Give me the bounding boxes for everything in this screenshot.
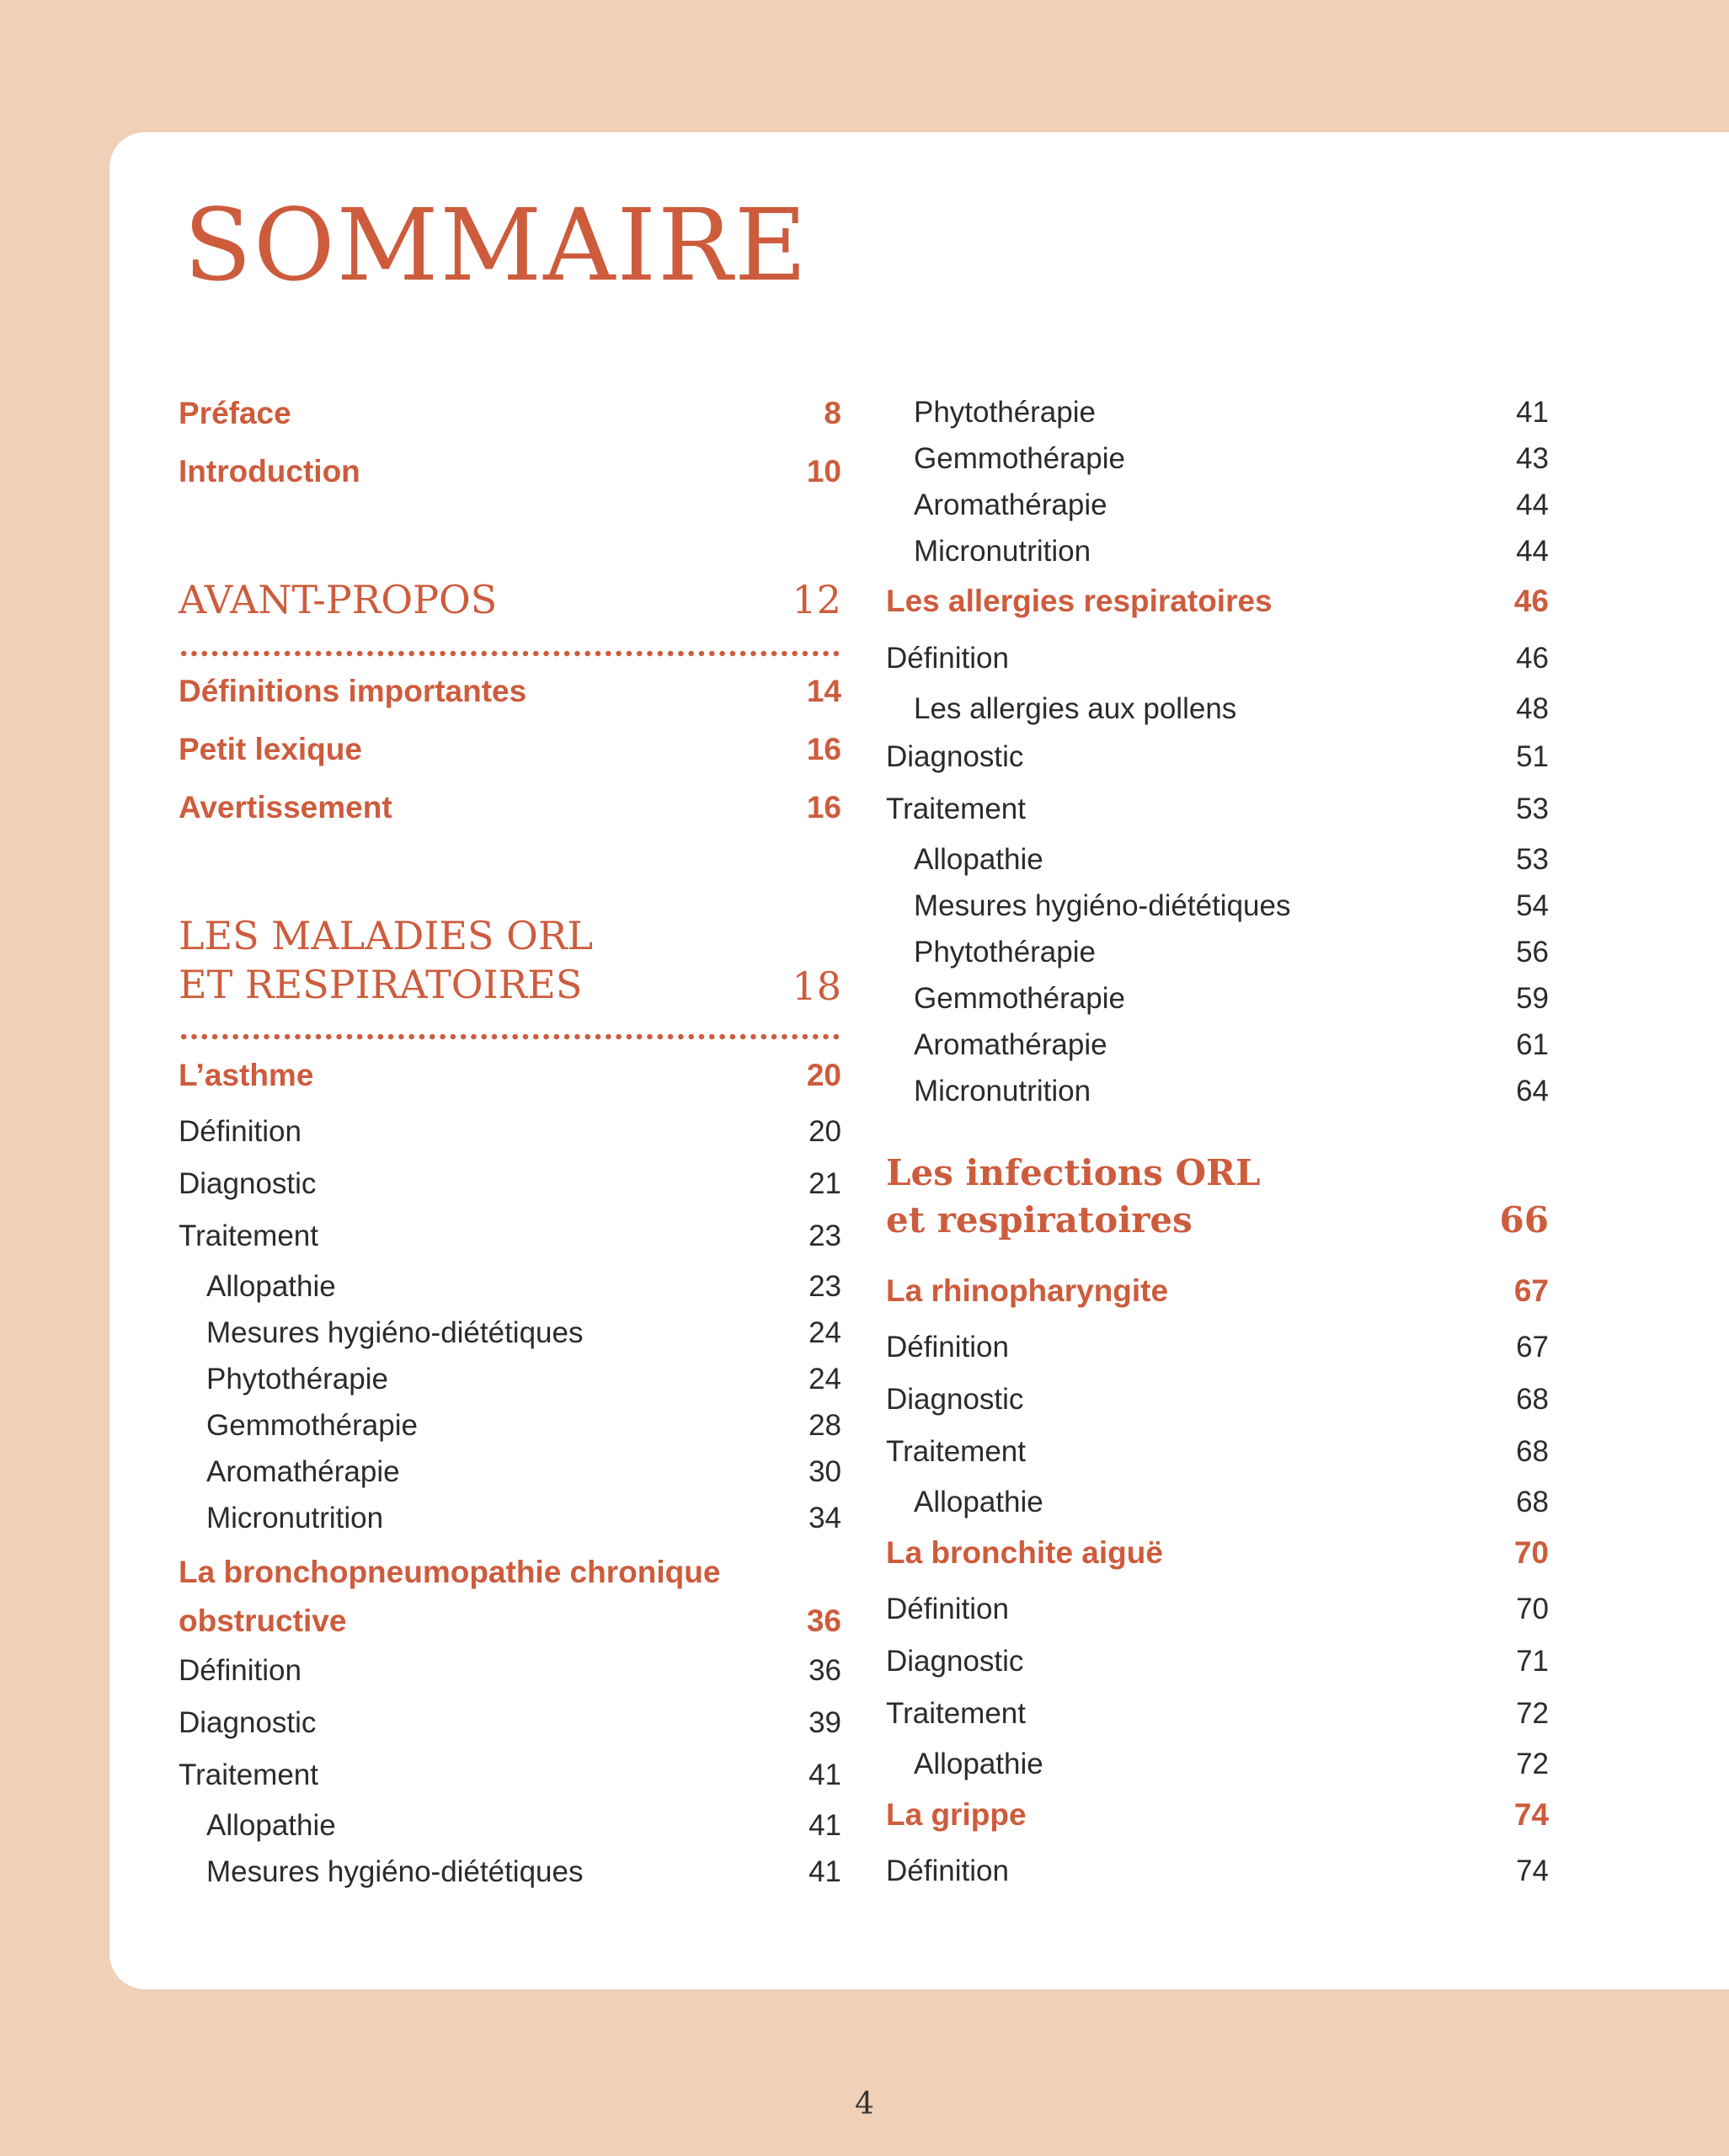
section-label — [179, 911, 593, 1009]
toc-entry-label — [179, 1548, 720, 1646]
toc-entry-allergies[interactable] — [886, 584, 1549, 619]
toc-entry-page: 56 — [1516, 936, 1549, 969]
toc-subsubentry[interactable] — [886, 889, 1549, 923]
toc-entry-page: 74 — [1516, 1854, 1549, 1887]
toc-entry-label: Diagnostic — [179, 1706, 317, 1739]
toc-entry-label: Gemmothérapie — [914, 982, 1125, 1015]
toc-entry-page: 21 — [808, 1167, 841, 1200]
toc-entry-label: Définition — [886, 642, 1009, 675]
toc-entry-page: 39 — [808, 1706, 841, 1739]
toc-entry-page: 14 — [806, 674, 841, 708]
toc-entry-label: Les allergies aux pollens — [914, 692, 1237, 725]
toc-entry-label: Préface — [179, 396, 291, 430]
toc-entry-label: Gemmothérapie — [206, 1409, 418, 1442]
toc-subsubentry[interactable] — [886, 1748, 1549, 1781]
toc-entry-label: Définition — [886, 1854, 1009, 1887]
toc-entry-label: Allopathie — [914, 843, 1043, 876]
toc-entry-page: 24 — [808, 1316, 841, 1349]
toc-entry-page: 74 — [1513, 1797, 1549, 1832]
toc-entry-page: 20 — [808, 1115, 841, 1148]
toc-entry-page: 61 — [1516, 1028, 1549, 1061]
section-page: 66 — [1499, 1199, 1549, 1241]
toc-subsubentry[interactable] — [886, 982, 1549, 1016]
toc-subentry[interactable] — [886, 1593, 1549, 1626]
toc-entry-label: Phytothérapie — [914, 396, 1096, 429]
toc-subentry[interactable] — [179, 1115, 841, 1149]
toc-entry-page: 67 — [1513, 1273, 1549, 1308]
toc-entry-label: Introduction — [179, 454, 360, 488]
toc-entry-page: 68 — [1516, 1383, 1549, 1416]
dotted-divider — [179, 1033, 841, 1040]
toc-entry-label: Mesures hygiéno-diététiques — [914, 889, 1291, 922]
toc-subentry[interactable] — [886, 740, 1549, 774]
toc-entry-label: Aromathérapie — [914, 1028, 1107, 1061]
toc-entry-bronchite[interactable] — [886, 1535, 1549, 1571]
toc-entry-page: 34 — [808, 1502, 841, 1534]
toc-subentry[interactable] — [886, 792, 1549, 826]
toc-entry-page: 64 — [1516, 1075, 1549, 1107]
toc-entry-page: 23 — [808, 1219, 841, 1252]
toc-entry-page: 24 — [808, 1363, 841, 1396]
toc-entry-label: Traitement — [179, 1219, 318, 1252]
section-page: 18 — [792, 963, 841, 1009]
toc-entry-label: Définition — [886, 1331, 1009, 1364]
toc-entry-label: Phytothérapie — [206, 1363, 388, 1396]
toc-entry-label: Micronutrition — [914, 535, 1091, 568]
toc-subentry[interactable] — [179, 1758, 841, 1792]
toc-subsubentry[interactable] — [179, 1502, 841, 1535]
toc-subsubentry[interactable] — [886, 1075, 1549, 1108]
toc-subsubentry[interactable] — [179, 1363, 841, 1396]
toc-entry-introduction[interactable] — [179, 454, 841, 489]
toc-entry-label: Aromathérapie — [206, 1455, 400, 1488]
toc-entry-label: Mesures hygiéno-diététiques — [206, 1316, 584, 1349]
toc-entry-label: Micronutrition — [206, 1502, 384, 1534]
toc-subentry[interactable] — [886, 1697, 1549, 1731]
toc-section-infections[interactable] — [886, 1150, 1549, 1244]
toc-entry-label: Micronutrition — [914, 1075, 1091, 1107]
toc-subsubentry[interactable] — [886, 488, 1549, 522]
toc-subentry[interactable] — [886, 1331, 1549, 1364]
toc-subsubentry[interactable] — [179, 1409, 841, 1443]
toc-subsubentry[interactable] — [886, 442, 1549, 476]
toc-entry-label: L’asthme — [179, 1058, 314, 1092]
toc-entry-page: 41 — [808, 1855, 841, 1888]
toc-entry-page: 59 — [1516, 982, 1549, 1015]
toc-subentry[interactable] — [886, 642, 1549, 675]
toc-entry-label: Les allergies respiratoires — [886, 584, 1273, 618]
toc-subsubentry[interactable] — [886, 692, 1549, 726]
toc-entry-page: 46 — [1516, 642, 1549, 675]
toc-entry-page: 72 — [1516, 1748, 1549, 1780]
toc-section-avant-propos[interactable] — [179, 575, 841, 624]
toc-entry-page: 51 — [1516, 740, 1549, 773]
toc-entry-asthme[interactable] — [179, 1058, 841, 1093]
toc-entry-label: Avertissement — [179, 790, 392, 825]
toc-subsubentry[interactable] — [886, 1486, 1549, 1519]
toc-entry-page: 72 — [1516, 1697, 1549, 1730]
toc-entry-page: 53 — [1516, 843, 1549, 876]
toc-entry-page: 41 — [1516, 396, 1549, 429]
toc-entry-label: La rhinopharyngite — [886, 1273, 1169, 1308]
toc-entry-page: 70 — [1513, 1535, 1549, 1570]
section-label-line2: ET RESPIRATOIRES — [179, 962, 583, 1007]
toc-subsubentry[interactable] — [886, 843, 1549, 877]
toc-entry-label: Traitement — [886, 1697, 1026, 1730]
toc-entry-page: 71 — [1516, 1645, 1549, 1678]
toc-subsubentry[interactable] — [179, 1316, 841, 1350]
toc-subsubentry[interactable] — [179, 1455, 841, 1489]
toc-subentry[interactable] — [179, 1654, 841, 1688]
toc-entry-page: 20 — [806, 1058, 841, 1092]
toc-entry-page: 41 — [808, 1758, 841, 1791]
toc-subentry[interactable] — [886, 1645, 1549, 1678]
toc-entry-definitions[interactable] — [179, 674, 841, 709]
toc-subentry[interactable] — [179, 1706, 841, 1740]
toc-entry-label: Allopathie — [914, 1486, 1043, 1518]
toc-entry-label: Traitement — [179, 1758, 318, 1791]
toc-entry-page: 53 — [1516, 792, 1549, 825]
section-label-line1: Les infections ORL — [886, 1152, 1261, 1193]
toc-entry-page: 44 — [1516, 535, 1549, 568]
page-number: 4 — [855, 2087, 874, 2121]
toc-entry-label: Petit lexique — [179, 732, 362, 766]
toc-entry-label: Diagnostic — [886, 740, 1024, 773]
toc-entry-page: 48 — [1516, 692, 1549, 725]
section-label-line1: LES MALADIES ORL — [179, 913, 594, 958]
toc-subentry[interactable] — [886, 1854, 1549, 1888]
toc-entry-label-line2: obstructive — [179, 1604, 347, 1638]
toc-entry-rhinopharyngite[interactable] — [886, 1273, 1549, 1309]
toc-entry-label: Diagnostic — [886, 1645, 1024, 1678]
toc-subentry[interactable] — [886, 1383, 1549, 1417]
toc-entry-label: Définition — [179, 1654, 302, 1687]
toc-entry-label: Allopathie — [914, 1748, 1043, 1780]
toc-entry-page: 10 — [806, 454, 841, 488]
toc-entry-label: Mesures hygiéno-diététiques — [206, 1855, 584, 1888]
toc-entry-page: 43 — [1516, 442, 1549, 475]
toc-entry-label-line1: La bronchopneumopathie chronique — [179, 1555, 721, 1589]
toc-entry-label: Aromathérapie — [914, 488, 1107, 521]
toc-entry-label: Traitement — [886, 1435, 1026, 1468]
toc-entry-page: 8 — [824, 396, 841, 430]
toc-entry-grippe[interactable] — [886, 1797, 1549, 1833]
toc-entry-page: 16 — [806, 790, 841, 825]
toc-entry-label: La grippe — [886, 1797, 1027, 1832]
toc-entry-bpco[interactable] — [179, 1548, 841, 1646]
toc-subentry[interactable] — [179, 1219, 841, 1253]
toc-entry-page: 36 — [806, 1604, 841, 1638]
toc-entry-page: 46 — [1513, 584, 1549, 618]
dotted-divider — [179, 650, 841, 657]
toc-entry-label: Définition — [886, 1593, 1009, 1625]
toc-entry-label: Définition — [179, 1115, 302, 1148]
toc-entry-page: 23 — [808, 1270, 841, 1303]
page-title: SOMMAIRE — [184, 187, 809, 303]
toc-entry-label: Allopathie — [206, 1270, 336, 1303]
toc-entry-page: 28 — [808, 1409, 841, 1442]
toc-entry-page: 54 — [1516, 889, 1549, 922]
toc-subsubentry[interactable] — [179, 1270, 841, 1304]
toc-subsubentry[interactable] — [886, 936, 1549, 969]
toc-entry-label: Allopathie — [206, 1809, 336, 1842]
toc-entry-lexique[interactable] — [179, 732, 841, 767]
toc-entry-page: 41 — [808, 1809, 841, 1842]
toc-entry-label: La bronchite aiguë — [886, 1535, 1163, 1570]
toc-entry-page: 44 — [1516, 488, 1549, 521]
toc-entry-avertissement[interactable] — [179, 790, 841, 825]
section-label-line2: et respiratoires — [886, 1199, 1193, 1241]
section-label: AVANT-PROPOS — [179, 577, 498, 622]
toc-entry-label: Phytothérapie — [914, 936, 1096, 969]
toc-entry-label: Diagnostic — [179, 1167, 317, 1200]
toc-subsubentry[interactable] — [886, 1028, 1549, 1062]
toc-section-maladies[interactable] — [179, 911, 841, 1009]
toc-entry-page: 16 — [806, 732, 841, 766]
toc-subentry[interactable] — [886, 1435, 1549, 1469]
toc-entry-page: 68 — [1516, 1486, 1549, 1518]
toc-entry-label: Définitions importantes — [179, 674, 527, 708]
toc-entry-preface[interactable] — [179, 396, 841, 431]
toc-entry-page: 30 — [808, 1455, 841, 1488]
toc-subentry[interactable] — [179, 1167, 841, 1201]
toc-entry-label: Diagnostic — [886, 1383, 1024, 1416]
toc-entry-label: Gemmothérapie — [914, 442, 1125, 475]
toc-entry-page: 68 — [1516, 1435, 1549, 1468]
toc-subsubentry[interactable] — [886, 396, 1549, 430]
section-page: 12 — [792, 577, 841, 622]
toc-subsubentry[interactable] — [179, 1855, 841, 1889]
section-label — [886, 1150, 1261, 1244]
toc-subsubentry[interactable] — [886, 535, 1549, 568]
toc-entry-page: 70 — [1516, 1593, 1549, 1625]
toc-entry-label: Traitement — [886, 792, 1026, 825]
toc-entry-page: 67 — [1516, 1331, 1549, 1364]
toc-entry-page: 36 — [808, 1654, 841, 1687]
toc-subsubentry[interactable] — [179, 1809, 841, 1843]
